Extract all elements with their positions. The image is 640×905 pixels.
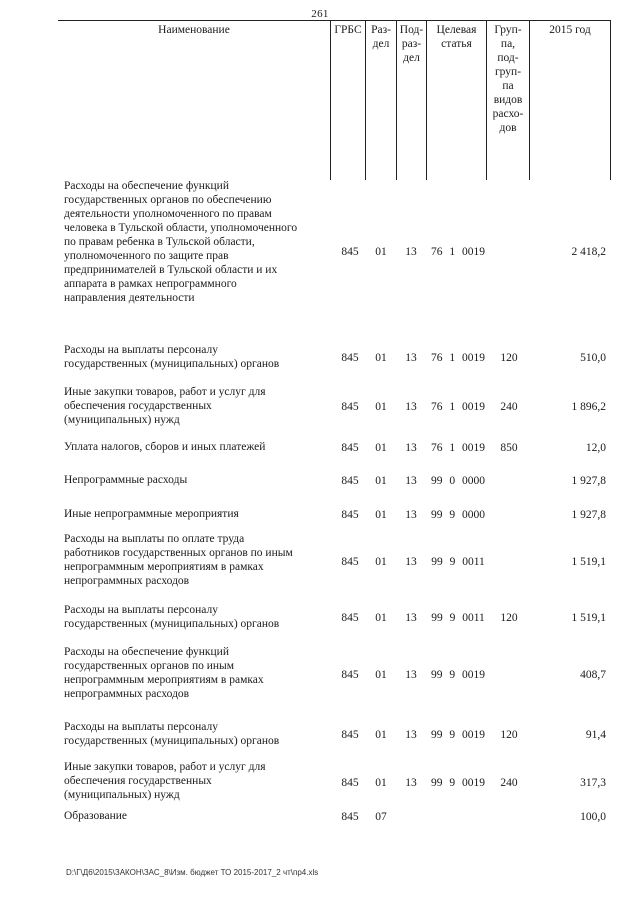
row-expense-type: [490, 507, 528, 523]
row-name: [64, 385, 332, 429]
row-name: [64, 532, 332, 592]
column-header-expense-type: [486, 20, 529, 180]
row-name-line: человека в Тульской области, уполномоченного: [64, 222, 298, 234]
row-grbs: 845: [341, 612, 359, 624]
row-podrazdel: 13: [405, 475, 417, 487]
row-name-line: Иные непрограммные мероприятия: [64, 508, 239, 520]
row-razdel: 01: [375, 729, 387, 741]
row-name-line: Иные закупки товаров, работ и услуг для: [64, 761, 266, 773]
row-name-line: работников государственных органов по иным: [64, 547, 293, 559]
row-name-line: Иные закупки товаров, работ и услуг для: [64, 386, 266, 398]
row-grbs: 845: [341, 729, 359, 741]
row-name-line: (муниципальных) нужд: [64, 789, 180, 801]
row-podrazdel: 13: [405, 669, 417, 681]
row-target-article: 99 9 0011: [431, 612, 485, 624]
row-name-line: государственных (муниципальных) органов: [64, 735, 280, 747]
row-grbs: 845: [341, 669, 359, 681]
row-razdel: 01: [375, 442, 387, 454]
row-amount: 510,0: [580, 352, 606, 364]
row-target-article: 99 9 0019: [431, 669, 485, 681]
row-target-article: 99 9 0019: [431, 729, 485, 741]
header-line: под-: [497, 52, 519, 64]
row-name-line: обеспечения государственных: [64, 400, 212, 412]
row-grbs: 845: [341, 442, 359, 454]
row-razdel: 01: [375, 475, 387, 487]
row-podrazdel: 13: [405, 442, 417, 454]
row-grbs: 845: [341, 352, 359, 364]
header-line: дов: [499, 122, 517, 134]
row-amount: 100,0: [580, 811, 606, 823]
page-number: 261: [311, 8, 329, 20]
header-line: па: [502, 80, 514, 92]
row-target-article: 76 1 0019: [431, 352, 485, 364]
row-podrazdel: 13: [405, 246, 417, 258]
row-name-line: (муниципальных) нужд: [64, 414, 180, 426]
header-line: Груп-: [494, 24, 522, 36]
table-row: [0, 760, 640, 806]
row-expense-type: 120: [500, 729, 518, 741]
row-expense-type: 240: [500, 401, 518, 413]
header-line: статья: [441, 38, 472, 50]
row-grbs: 845: [341, 475, 359, 487]
row-razdel: 01: [375, 509, 387, 521]
row-amount: 1 519,1: [571, 556, 606, 568]
row-name: [64, 645, 332, 705]
row-razdel: 01: [375, 556, 387, 568]
row-name: [64, 760, 332, 806]
row-razdel: 01: [375, 352, 387, 364]
row-target-article: 76 1 0019: [431, 442, 485, 454]
row-grbs: 845: [341, 811, 359, 823]
row-name: [64, 440, 332, 456]
header-line: па,: [500, 38, 516, 50]
row-name-line: уполномоченного по защите прав: [64, 250, 229, 262]
table-row: [0, 532, 640, 592]
row-expense-type: [490, 645, 528, 705]
row-target-article: [428, 809, 488, 825]
row-name-line: предпринимателей в Тульской области и их: [64, 264, 278, 276]
row-razdel: 01: [375, 246, 387, 258]
header-line: груп-: [494, 66, 522, 78]
row-name-line: государственных органов по иным: [64, 660, 235, 672]
row-name-line: обеспечения государственных: [64, 775, 212, 787]
row-podrazdel: 13: [405, 509, 417, 521]
row-name: [64, 720, 332, 750]
row-grbs: 845: [341, 509, 359, 521]
header-line: расхо-: [492, 108, 524, 120]
row-expense-type: 120: [500, 612, 518, 624]
row-name-line: непрограммным мероприятиям в рамках: [64, 561, 264, 573]
row-target-article: 99 9 0000: [431, 509, 485, 521]
row-name-line: Расходы на выплаты персоналу: [64, 604, 218, 616]
row-amount: 1 896,2: [571, 401, 606, 413]
table-row: [0, 507, 640, 523]
row-name-line: Расходы на выплаты по оплате труда: [64, 533, 245, 545]
row-podrazdel: 13: [405, 777, 417, 789]
row-name: [64, 603, 332, 633]
row-podrazdel: 13: [405, 729, 417, 741]
row-name-line: Уплата налогов, сборов и иных платежей: [64, 441, 266, 453]
row-podrazdel: 13: [405, 556, 417, 568]
row-target-article: 99 9 0019: [431, 777, 485, 789]
row-name: [64, 507, 332, 523]
row-target-article: 99 9 0011: [431, 556, 485, 568]
row-target-article: 76 1 0019: [431, 246, 485, 258]
row-name-line: непрограммных расходов: [64, 575, 190, 587]
column-header-razdel: [365, 20, 396, 180]
row-name: [64, 179, 332, 325]
row-expense-type: 120: [500, 352, 518, 364]
row-razdel: 07: [375, 811, 387, 823]
table-header: [0, 20, 640, 180]
column-header-podrazdel: [396, 20, 426, 180]
row-name-line: Расходы на обеспечение функций: [64, 180, 229, 192]
row-expense-type: [490, 473, 528, 489]
row-name-line: государственных органов по обеспечению: [64, 194, 272, 206]
row-grbs: 845: [341, 246, 359, 258]
row-amount: 408,7: [580, 669, 606, 681]
table-row: [0, 645, 640, 705]
row-expense-type: 850: [500, 442, 518, 454]
row-amount: 12,0: [585, 442, 606, 454]
row-razdel: 01: [375, 401, 387, 413]
table-row: [0, 440, 640, 456]
row-expense-type: [490, 809, 528, 825]
row-name-line: направления деятельности: [64, 292, 195, 304]
table-row: [0, 809, 640, 825]
table-row: [0, 473, 640, 489]
header-line: Раз-: [371, 24, 391, 36]
row-name-line: государственных (муниципальных) органов: [64, 358, 280, 370]
table-row: [0, 179, 640, 325]
row-name-line: по правам ребенка в Тульской области,: [64, 236, 255, 248]
column-header-name: Наименование: [158, 24, 230, 36]
header-line: Под-: [399, 24, 424, 36]
row-podrazdel: 13: [405, 352, 417, 364]
table-row: [0, 603, 640, 633]
row-amount: 1 519,1: [571, 612, 606, 624]
table-row: [0, 385, 640, 429]
row-name-line: аппарата в рамках непрограммного: [64, 278, 237, 290]
row-name-line: Непрограммные расходы: [64, 474, 188, 486]
row-amount: 91,4: [585, 729, 606, 741]
row-grbs: 845: [341, 556, 359, 568]
row-amount: 1 927,8: [571, 475, 606, 487]
row-name-line: Расходы на выплаты персоналу: [64, 344, 218, 356]
header-line: раз-: [401, 38, 422, 50]
table-row: [0, 343, 640, 373]
row-expense-type: [490, 179, 528, 325]
row-amount: 2 418,2: [571, 246, 606, 258]
row-razdel: 01: [375, 777, 387, 789]
column-header-target-article: [426, 20, 486, 180]
row-target-article: 76 1 0019: [431, 401, 485, 413]
row-name: [64, 809, 332, 825]
row-name-line: Образование: [64, 810, 128, 822]
header-line: видов: [493, 94, 523, 106]
row-amount: 317,3: [580, 777, 606, 789]
column-header-year: 2015 год: [529, 20, 611, 180]
row-name-line: Расходы на обеспечение функций: [64, 646, 229, 658]
row-podrazdel: 13: [405, 612, 417, 624]
row-name: [64, 343, 332, 373]
table-row: [0, 720, 640, 750]
row-expense-type: [490, 532, 528, 592]
row-razdel: 01: [375, 669, 387, 681]
row-expense-type: 240: [500, 777, 518, 789]
row-razdel: 01: [375, 612, 387, 624]
header-line: Целевая: [436, 24, 477, 36]
row-podrazdel: 13: [405, 401, 417, 413]
row-name-line: непрограммным мероприятиям в рамках: [64, 674, 264, 686]
header-line: дел: [372, 38, 390, 50]
row-grbs: 845: [341, 777, 359, 789]
row-name-line: деятельности уполномоченного по правам: [64, 208, 272, 220]
file-path-footer: D:\Г\Д6\2015\ЗАКОН\ЗАС_8\Изм. бюджет ТО 2015-2017_2 чт\пр4.xls: [66, 868, 319, 877]
header-line: дел: [403, 52, 420, 64]
row-amount: 1 927,8: [571, 509, 606, 521]
row-target-article: 99 0 0000: [431, 475, 485, 487]
column-header-grbs: ГРБС: [330, 20, 365, 180]
row-name-line: государственных (муниципальных) органов: [64, 618, 280, 630]
row-grbs: 845: [341, 401, 359, 413]
row-name-line: непрограммных расходов: [64, 688, 190, 700]
row-name: [64, 473, 332, 489]
row-name-line: Расходы на выплаты персоналу: [64, 721, 218, 733]
row-podrazdel: [398, 809, 424, 825]
